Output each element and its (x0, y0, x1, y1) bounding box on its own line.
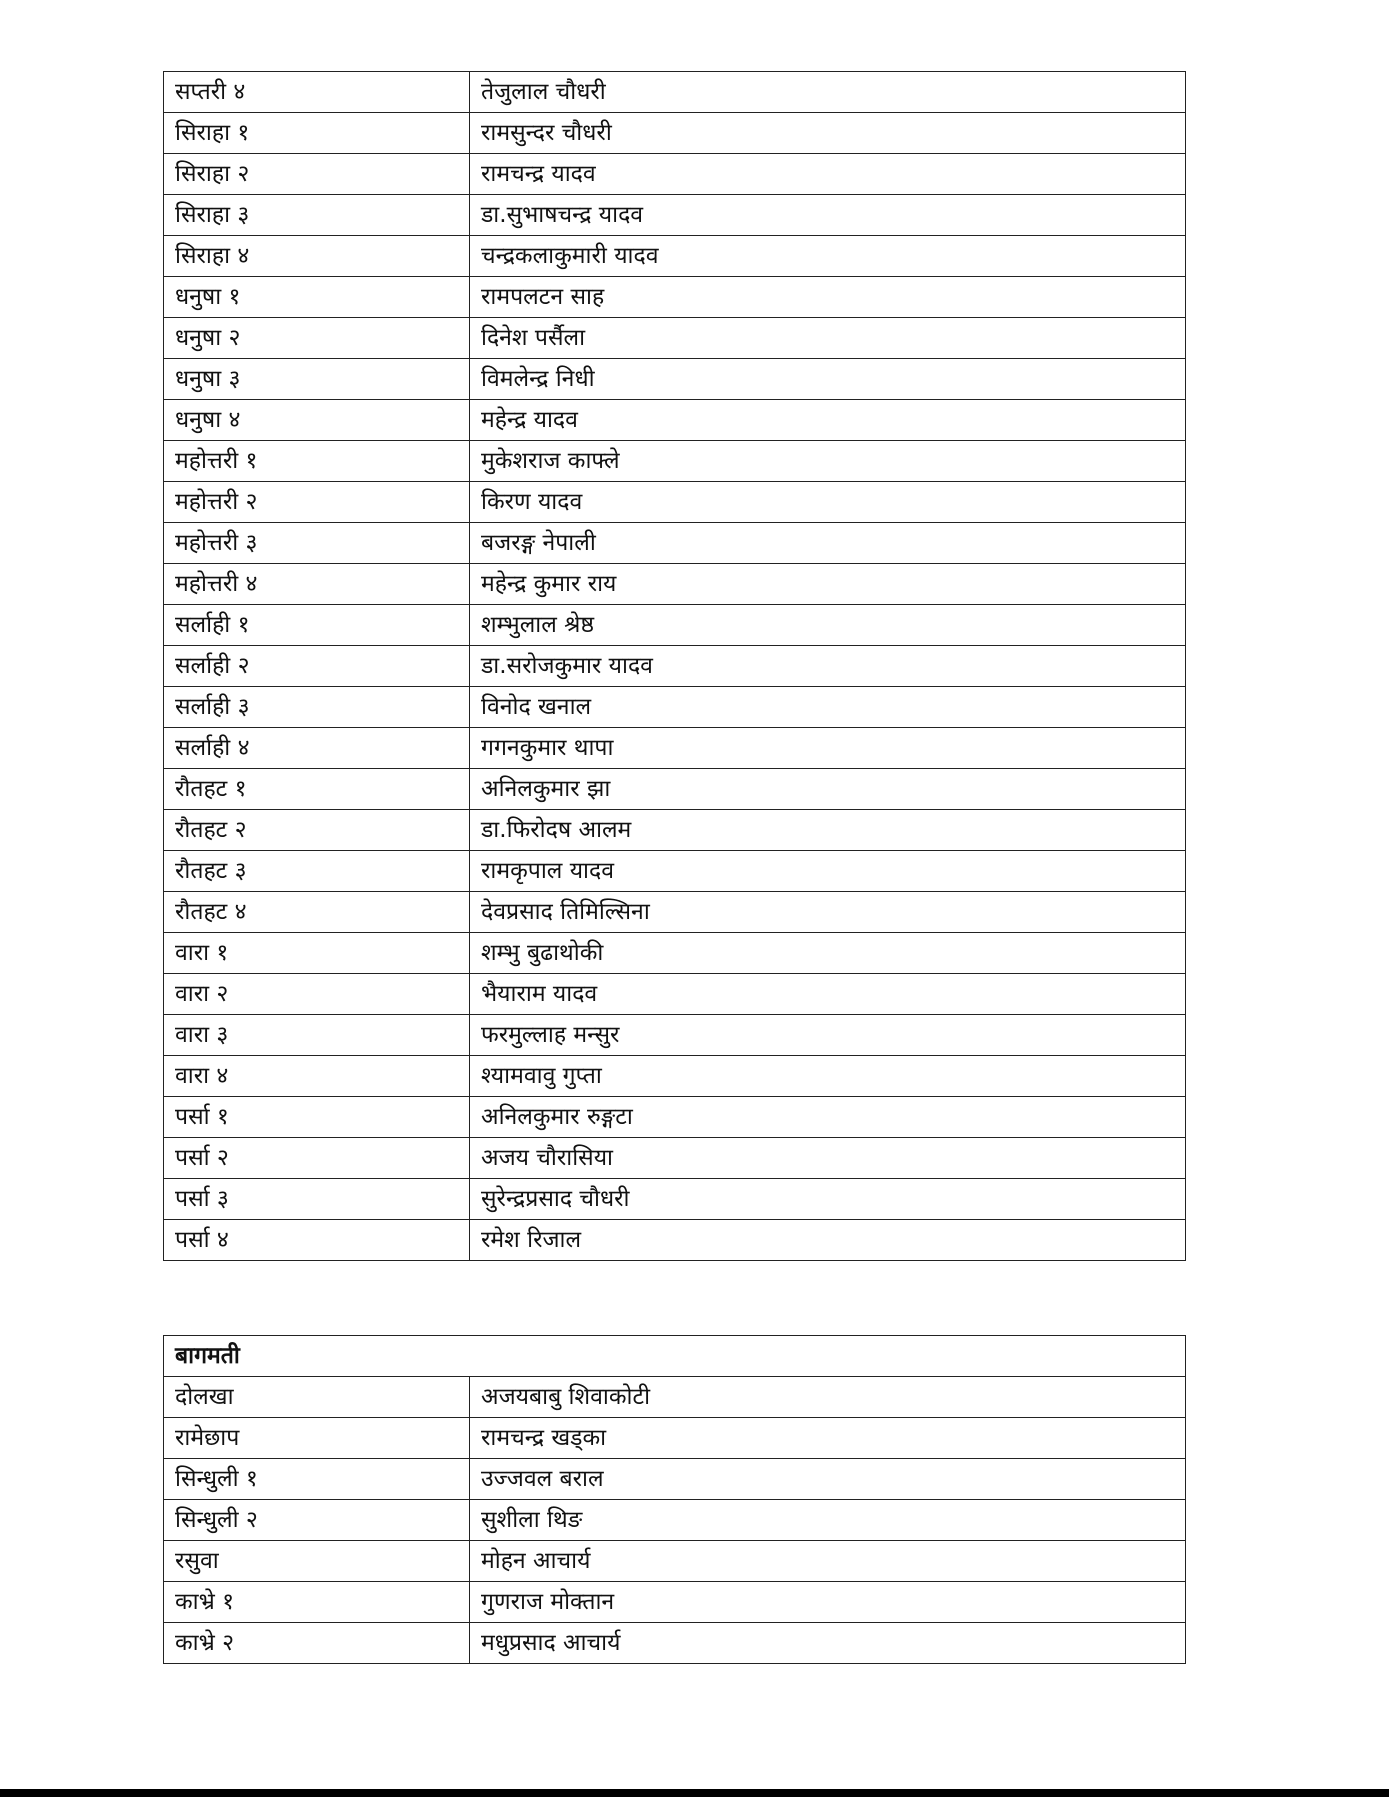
candidate-name-cell: विमलेन्द्र निधी (470, 359, 1186, 400)
candidate-name-cell: देवप्रसाद तिमिल्सिना (470, 892, 1186, 933)
table-row (164, 1179, 1186, 1220)
table-row (164, 892, 1186, 933)
constituency-cell: काभ्रे २ (164, 1623, 470, 1664)
table-row (164, 1220, 1186, 1261)
constituency-cell: रौतहट १ (164, 769, 470, 810)
table-row (164, 1418, 1186, 1459)
table-row (164, 933, 1186, 974)
table-row (164, 1015, 1186, 1056)
table-row (164, 523, 1186, 564)
constituency-cell: वारा ३ (164, 1015, 470, 1056)
table-row (164, 154, 1186, 195)
table-row (164, 1459, 1186, 1500)
constituency-cell: महोत्तरी २ (164, 482, 470, 523)
table-row (164, 646, 1186, 687)
candidate-name-cell: भैयाराम यादव (470, 974, 1186, 1015)
candidate-name-cell: किरण यादव (470, 482, 1186, 523)
candidate-name-cell: रामचन्द्र खड्का (470, 1418, 1186, 1459)
candidate-name-cell: गुणराज मोक्तान (470, 1582, 1186, 1623)
table-row (164, 851, 1186, 892)
constituency-cell: रसुवा (164, 1541, 470, 1582)
candidate-name-cell: रामपलटन साह (470, 277, 1186, 318)
table-row (164, 236, 1186, 277)
candidate-name-cell: महेन्द्र कुमार राय (470, 564, 1186, 605)
table-row (164, 482, 1186, 523)
constituency-cell: महोत्तरी ३ (164, 523, 470, 564)
constituency-cell: पर्सा ३ (164, 1179, 470, 1220)
constituency-cell: धनुषा १ (164, 277, 470, 318)
constituency-cell: सर्लाही २ (164, 646, 470, 687)
table-row (164, 810, 1186, 851)
table-row (164, 1377, 1186, 1418)
table-row (164, 1623, 1186, 1664)
constituency-cell: धनुषा २ (164, 318, 470, 359)
table-bagmati-body (164, 1336, 1186, 1664)
constituency-cell: रामेछाप (164, 1418, 470, 1459)
page-bottom-rule (0, 1789, 1389, 1797)
candidate-name-cell: दिनेश पर्सैला (470, 318, 1186, 359)
section-heading-row (164, 1336, 1186, 1377)
candidate-name-cell: चन्द्रकलाकुमारी यादव (470, 236, 1186, 277)
constituency-cell: दोलखा (164, 1377, 470, 1418)
candidate-name-cell: अजयबाबु शिवाकोटी (470, 1377, 1186, 1418)
candidate-name-cell: विनोद खनाल (470, 687, 1186, 728)
candidate-name-cell: डा.सुभाषचन्द्र यादव (470, 195, 1186, 236)
table-row (164, 1097, 1186, 1138)
table-row (164, 1582, 1186, 1623)
candidate-name-cell: सुरेन्द्रप्रसाद चौधरी (470, 1179, 1186, 1220)
candidate-name-cell: रामसुन्दर चौधरी (470, 113, 1186, 154)
candidate-name-cell: शम्भु बुढाथोकी (470, 933, 1186, 974)
candidate-name-cell: बजरङ्ग नेपाली (470, 523, 1186, 564)
candidate-name-cell: रामचन्द्र यादव (470, 154, 1186, 195)
candidate-name-cell: मोहन आचार्य (470, 1541, 1186, 1582)
candidates-table-main (163, 71, 1186, 1261)
candidate-name-cell: डा.फिरोदष आलम (470, 810, 1186, 851)
candidate-name-cell: शम्भुलाल श्रेष्ठ (470, 605, 1186, 646)
table-row (164, 1056, 1186, 1097)
table-row (164, 728, 1186, 769)
constituency-cell: सर्लाही ४ (164, 728, 470, 769)
candidate-name-cell: अजय चौरासिया (470, 1138, 1186, 1179)
constituency-cell: रौतहट २ (164, 810, 470, 851)
table-row (164, 318, 1186, 359)
table-row (164, 1500, 1186, 1541)
table-row (164, 359, 1186, 400)
constituency-cell: पर्सा १ (164, 1097, 470, 1138)
constituency-cell: पर्सा ४ (164, 1220, 470, 1261)
candidate-name-cell: फरमुल्लाह मन्सुर (470, 1015, 1186, 1056)
constituency-cell: सिराहा ४ (164, 236, 470, 277)
constituency-cell: काभ्रे १ (164, 1582, 470, 1623)
candidate-name-cell: श्यामवावु गुप्ता (470, 1056, 1186, 1097)
constituency-cell: वारा १ (164, 933, 470, 974)
constituency-cell: धनुषा ३ (164, 359, 470, 400)
candidate-name-cell: मधुप्रसाद आचार्य (470, 1623, 1186, 1664)
table-row (164, 400, 1186, 441)
table-row (164, 974, 1186, 1015)
table-row (164, 441, 1186, 482)
candidate-name-cell: गगनकुमार थापा (470, 728, 1186, 769)
candidate-name-cell: तेजुलाल चौधरी (470, 72, 1186, 113)
constituency-cell: रौतहट ४ (164, 892, 470, 933)
table-row (164, 687, 1186, 728)
candidate-name-cell: महेन्द्र यादव (470, 400, 1186, 441)
table-row (164, 195, 1186, 236)
table-row (164, 605, 1186, 646)
constituency-cell: सर्लाही १ (164, 605, 470, 646)
constituency-cell: वारा २ (164, 974, 470, 1015)
constituency-cell: सिन्धुली १ (164, 1459, 470, 1500)
table-row (164, 113, 1186, 154)
section-heading-bagmati: बागमती (164, 1336, 1186, 1377)
table-row (164, 564, 1186, 605)
candidate-name-cell: मुकेशराज काफ्ले (470, 441, 1186, 482)
constituency-cell: सिराहा ३ (164, 195, 470, 236)
constituency-cell: सप्तरी ४ (164, 72, 470, 113)
constituency-cell: सिराहा २ (164, 154, 470, 195)
table-main-body (164, 72, 1186, 1261)
constituency-cell: रौतहट ३ (164, 851, 470, 892)
table-row (164, 1138, 1186, 1179)
constituency-cell: पर्सा २ (164, 1138, 470, 1179)
constituency-cell: महोत्तरी १ (164, 441, 470, 482)
constituency-cell: सिराहा १ (164, 113, 470, 154)
candidate-name-cell: डा.सरोजकुमार यादव (470, 646, 1186, 687)
candidates-table-bagmati (163, 1335, 1186, 1664)
table-row (164, 72, 1186, 113)
constituency-cell: महोत्तरी ४ (164, 564, 470, 605)
candidate-name-cell: सुशीला थिङ (470, 1500, 1186, 1541)
table-row (164, 1541, 1186, 1582)
candidate-name-cell: अनिलकुमार झा (470, 769, 1186, 810)
candidate-name-cell: उज्जवल बराल (470, 1459, 1186, 1500)
candidate-name-cell: रामकृपाल यादव (470, 851, 1186, 892)
constituency-cell: धनुषा ४ (164, 400, 470, 441)
constituency-cell: वारा ४ (164, 1056, 470, 1097)
table-row (164, 277, 1186, 318)
candidate-name-cell: रमेश रिजाल (470, 1220, 1186, 1261)
candidate-name-cell: अनिलकुमार रुङ्गटा (470, 1097, 1186, 1138)
table-row (164, 769, 1186, 810)
constituency-cell: सर्लाही ३ (164, 687, 470, 728)
constituency-cell: सिन्धुली २ (164, 1500, 470, 1541)
